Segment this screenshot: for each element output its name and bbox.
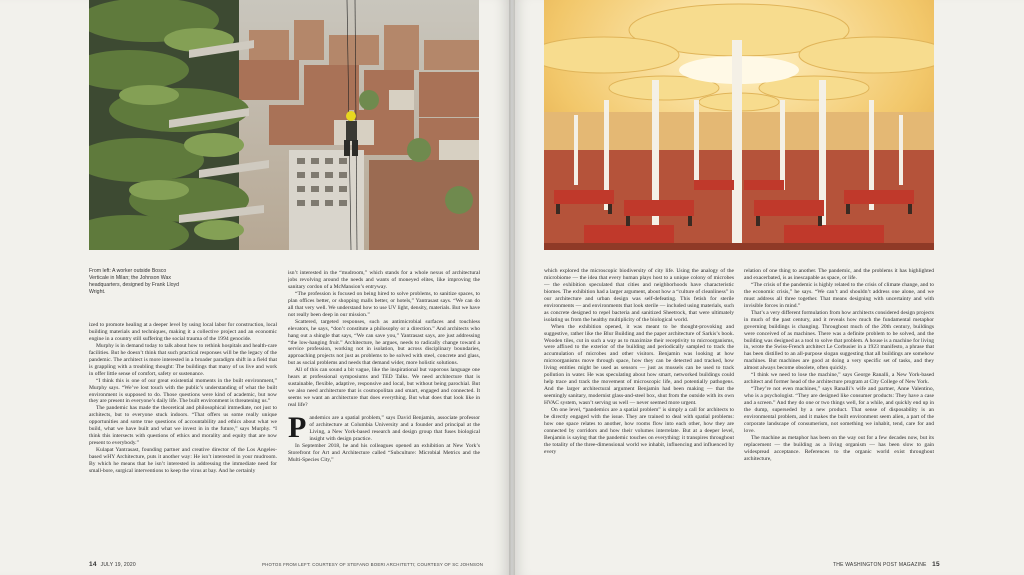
col2-paragraph-4: All of this can sound a bit vague, like the inspirational but vaporous language one hears at professional symposiums and TED Talks. We need architecture that is sustainable, flexible, adaptive, responsive and local, but without being parochial. But we also need architecture that is cosmopolitan and smart, engaged and connected. It seems we want an architecture that does everything. But what does that look like in real life?	[288, 367, 480, 409]
photo-johnson-wax	[544, 0, 934, 250]
page-number-right: 15	[932, 561, 940, 568]
col1-paragraph-1: ized to promote healing at a deeper level by using local labor for construction, local building materials and techniques, making it a collective project and an economic engine in a country still suffering the social trauma of the 1994 genocide.	[89, 322, 277, 342]
folio-right	[833, 561, 940, 568]
col4-paragraph-3: That’s a very different formulation from how architects considered design projects in much of the past century, and it reveals how much the fundamental metaphor governing buildings is changing. Throughout much of the 20th century, buildings were conceived of as machines. There was a definite problem to be solved, and the building was designed as a tool to solve that problem. A house is a machine for living in, wrote the Swiss-French architect Le Corbusier in a 1923 manifesto, a phrase that has been distilled to an all-purpose slogan suggesting that all buildings are somehow machines. But machines are good at doing a very specific set of tasks, and they almost always become obsolete, often quickly.	[744, 309, 934, 372]
page-number-left: 14	[89, 561, 97, 568]
col2-paragraph-3: Scattered, targeted responses, such as antimicrobial surfaces and touchless elevators, he says, “don’t constitute a philosophy or a direction.” And architects who hang out a shingle that says, “We can save you,” Yantrasast says, are just addressing “the low-hanging fruit.” Architecture, he argues, needs to radically change toward a service profession, working not in isolation, but across disciplinary boundaries, approaching projects not just as problems to be solved with steel, concrete and glass, but as social problems and needs that demand wider, more holistic solutions.	[288, 318, 480, 367]
col1-paragraph-4: The pandemic has made the theoretical and philosophical immediate, not just to architects, but to everyone stuck indoors. “That offers us some really unique opportunities and some true questions of accountability and ethics about what we build, what we have built and what we invest in in the future,” says Murphy. “I think this intersects with questions of ethics and morality and equity that are now present to everybody.”	[89, 405, 277, 447]
folio-left	[89, 561, 136, 568]
col3-paragraph-2: When the exhibition opened, it was meant to be thought-provoking and suggestive, rather like the Blur Building and the paper architecture of Sarkis’s book. Wooden tiles, cut in such a way as to maximize their receptivity to microorganisms, were affixed to the exterior of the building and periodically sampled to track the accumulation of microbes and other visitors. Benjamin was looking at how microorganisms move through space, how they can be detected and tracked, how living entities might be used as sensors — just as mussels can be used to track pollution in water. He was speculating about how smart, networked buildings could help trace and track the movement of microscopic life, and potentially pathogens. And the larger architectural argument Benjamin had been making — that the seemingly sanitary, modernist glass-and-steel box, shut from the outside with its own HVAC system, wasn’t serving us well — never seemed more urgent.	[544, 323, 734, 407]
left-page	[0, 0, 511, 575]
col1-paragraph-5: Kulapat Yantrasast, founding partner and creative director of the Los Angeles-based wHY Architecture, puts it another way: He isn’t interested in your mudroom. By which he means that he isn’t interested in addressing the immediate need for small-bore, surgical interventions to keep the virus at bay. And he certainly	[89, 447, 277, 475]
col1-paragraph-2: Murphy is in demand today to talk about how to rethink hospitals and health-care facilities. But he doesn’t think that such practical responses will be the legacy of the pandemic. The architect is more interested in a broader paradigm shift in a field that is grappling with a troubling thought: The buildings that many of us live and work in offer little sense of comfort, safety or sustenance.	[89, 342, 277, 377]
col4-paragraph-2: “The crisis of the pandemic is highly related to the crisis of climate change, and to the economic crisis,” he says. “We can’t and shouldn’t address one alone, and we must address all three together. That means designing with uncertainty and with invisible forces in mind.”	[744, 281, 934, 309]
publication-name: THE WASHINGTON POST MAGAZINE	[833, 562, 927, 568]
col2-dropcap-paragraph: Pandemics are a spatial problem,” says David Benjamin, associate professor of architecture at Columbia University and a founder and principal at the Living, a New York-based research and design group that fuses biological insight with design practice.	[288, 411, 480, 445]
photo-credits: PHOTOS FROM LEFT: COURTESY OF STEFANO BOERI ARCHITETTI; COURTESY OF SC JOHNSON	[262, 562, 484, 567]
right-page	[513, 0, 1024, 575]
issue-date: JULY 19, 2020	[100, 562, 136, 568]
col4-paragraph-4: “I think we need to lose the machine,” says George Ranalli, a New York-based architect and former head of the architecture program at City College of New York.	[744, 372, 934, 386]
col2-paragraph-2: “The profession is focused on being hired to solve problems, to sanitize spaces, to plan offices better, or shopping malls better, or hotels,” Yantrasast says. “We can do all that very well. We understand how to use UV light, density, materials. But we have not really been deep in our mission.”	[288, 290, 480, 318]
col4-paragraph-6: The machine as metaphor has been on the way out for a few decades now, but its replacement — the building as a living organism — has been slow to gain widespread acceptance. References to the organic world exist throughout architecture,	[744, 434, 934, 462]
col3-paragraph-1: which explored the microscopic biodiversity of city life. Using the analogy of the microbiome — the idea that every human plays host to a unique colony of microbes — the exhibition speculated that cities and neighborhoods have characteristic biomes. The exhibition had a larger argument, about how a “culture of cleanliness” in our architecture and urban design was self-defeating. This fetish for sterile environments — and environments that look sterile — included using materials, such as concrete designed to repel bacteria and sanitized Sheetrock, that were ultimately isolating us from the healthy multiplicity of the biological world.	[544, 268, 734, 323]
bosco-verticale-image	[89, 0, 479, 250]
spine-gutter	[509, 0, 515, 575]
col2-paragraph-6: In September 2018, he and his colleagues opened an exhibition at New York’s Storefront for Art and Architecture called “Subculture: Microbial Metrics and the Multi-Species City,”	[288, 442, 480, 463]
column-3	[544, 268, 734, 556]
photo-bosco-verticale	[89, 0, 479, 250]
column-2	[288, 270, 480, 556]
photo-caption: From left: A worker outside Bosco Verticale in Milan; the Johnson Wax headquarters, designed by Frank Lloyd Wright.	[89, 268, 179, 295]
column-4	[744, 268, 934, 556]
col3-paragraph-3: On one level, “pandemics are a spatial problem” is simply a call for architects to be directly engaged with the issue. They are trained to deal with spatial problems: how one space relates to another, how rooms flow into each other, how they are connected by corridors and how their volumes interrelate. But at a deeper level, Benjamin is saying that the pandemic touches on everything: it transpires throughout the totality of the three-dimensional world we inhabit, influencing and influenced by every	[544, 407, 734, 455]
dropcap-letter: P	[288, 411, 307, 445]
col2-paragraph-1: isn’t interested in the “mudroom,” which stands for a whole nexus of architectural jobs revolving around the needs and wants of moneyed elites, like improving the sanitary cordon of a McMansion’s entryway.	[288, 270, 480, 290]
col4-paragraph-1: relation of one thing to another. The pandemic, and the problems it has highlighted and exacerbated, is as inescapable as space, or life.	[744, 268, 934, 281]
col1-paragraph-3: “I think this is one of our great existential moments in the built environment,” Murphy says. “We’ve lost touch with the public’s understanding of what the built environment is supposed to do. Those questions were kind of academic, but now they are present in everyone’s daily life. The built environment is threatening us.”	[89, 377, 277, 405]
johnson-wax-image	[544, 0, 934, 250]
column-1	[89, 322, 277, 554]
col4-paragraph-5: “They’re not even machines,” says Ranalli’s wife and partner, Anne Valentino, who is a psychologist. “They are designed like consumer products: They have a case and a screen.” And they do one or two things well, for a while, and quickly end up in the dump, superseded by a new product. That sense of disposability is an environmental problem, and it makes the built environment seem alien, a part of the corporate landscape of consumerism, not something we inhabit, tend, care for and love.	[744, 386, 934, 434]
